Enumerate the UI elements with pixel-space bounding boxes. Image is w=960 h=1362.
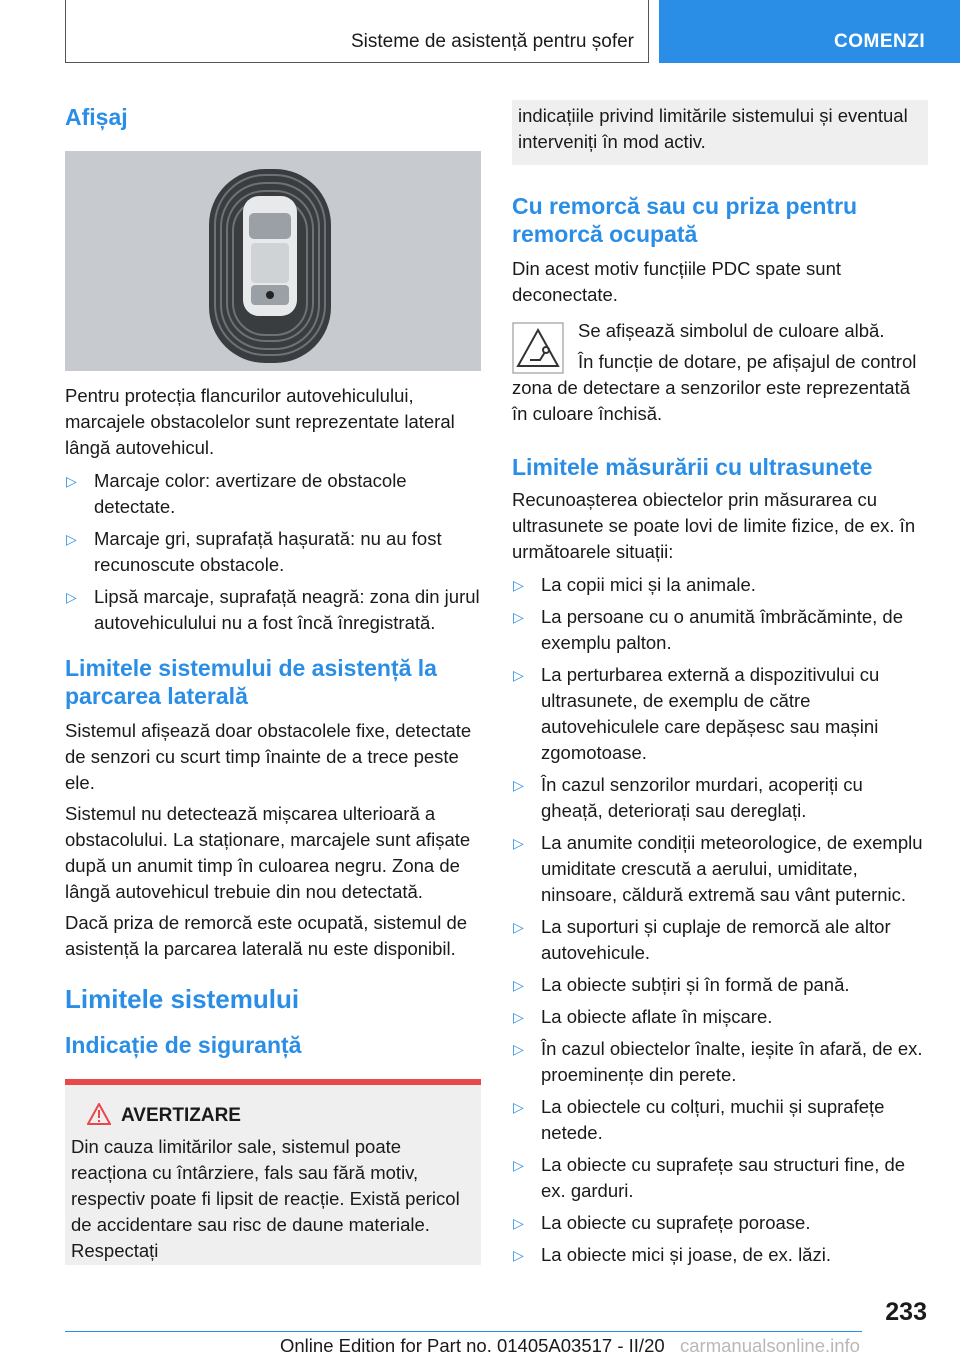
trailer-symbol-block	[512, 318, 928, 427]
afisaj-heading: Afișaj	[65, 104, 128, 130]
triangle-bullet-icon: ▷	[513, 919, 524, 935]
triangle-bullet-icon: ▷	[513, 1041, 524, 1057]
list-item: ▷ La obiecte subțiri și în formă de pană.	[512, 972, 928, 998]
car-top-view-icon	[65, 151, 481, 371]
chapter-title: Sisteme de asistență pentru șofer	[350, 31, 634, 52]
limits-paragraph-1: Sistemul afișează doar obstacolele fixe, detectate de senzori cu scurt timp înainte de a trece peste ele.	[65, 720, 472, 793]
warning-bar	[65, 1079, 481, 1085]
limits-paragraph-3: Dacă priza de remorcă este ocupată, sistemul de asistență la parcarea laterală nu este disponibil.	[65, 912, 468, 959]
ultrasound-paragraph: Recunoașterea obiectelor prin măsurarea cu ultrasunete se poate lovi de limite fizice, de ex. în următoarele situații:	[512, 489, 916, 562]
triangle-bullet-icon: ▷	[66, 473, 77, 489]
right-column	[512, 100, 928, 1274]
section-title: COMENZI	[834, 31, 926, 52]
list-item: ▷ La copii mici și la animale.	[512, 572, 928, 598]
triangle-bullet-icon: ▷	[513, 667, 524, 683]
list-item: ▷ La obiecte cu suprafețe poroase.	[512, 1210, 928, 1236]
warning-triangle-icon	[87, 1103, 111, 1125]
warning-continuation-text: indicațiile privind limitările sistemului și eventual interveniți în mod activ.	[518, 105, 908, 152]
warning-text: Din cauza limitărilor sale, sistemul poate reacționa cu întârziere, fals sau fără motiv, respectiv poate fi lipsit de reacție. Există pericol de accidentare sau risc de daune materiale. Respectați	[71, 1136, 460, 1261]
afisaj-paragraph: Pentru protecția flancurilor autovehiculului, marcajele obstacolelor sunt reprezentate lateral lângă autovehicul.	[65, 385, 455, 458]
list-item: ▷ La obiecte aflate în mișcare.	[512, 1004, 928, 1030]
triangle-bullet-icon: ▷	[513, 777, 524, 793]
afisaj-list	[65, 468, 481, 636]
triangle-bullet-icon: ▷	[66, 531, 77, 547]
list-item: ▷ La perturbarea externă a dispozitivului cu ultrasunete, de exemplu de către autovehiculele care depășesc sau mașini zgomotoase.	[513, 664, 880, 763]
list-item: ▷ În cazul senzorilor murdari, acoperiți cu gheață, deteriorați sau dereglați.	[513, 774, 863, 821]
ultrasound-heading: Limitele măsurării cu ultrasunete	[512, 454, 873, 480]
trailer-symbol-text-2: În funcție de dotare, pe afișajul de control zona de detectare a senzorilor este reprezentată în culoare închisă.	[512, 351, 917, 424]
list-item: ▷ La anumite condiții meteorologice, de exemplu umiditate crescută a aerului, umiditate, ninsoare, căldură extremă sau vânt puternic.	[513, 832, 923, 905]
footer-divider	[65, 1331, 862, 1332]
footer-watermark: carmanualsonline.info	[680, 1335, 860, 1356]
list-item: ▷ La obiecte cu suprafețe sau structuri fine, de ex. garduri.	[513, 1154, 906, 1201]
list-item: ▷ La obiecte mici și joase, de ex. lăzi.	[512, 1242, 928, 1268]
triangle-bullet-icon: ▷	[513, 1009, 524, 1025]
triangle-bullet-icon: ▷	[513, 1215, 524, 1231]
triangle-bullet-icon: ▷	[513, 1157, 524, 1173]
trailer-paragraph: Din acest motiv funcțiile PDC spate sunt deconectate.	[512, 258, 842, 305]
triangle-bullet-icon: ▷	[66, 589, 77, 605]
triangle-bullet-icon: ▷	[513, 977, 524, 993]
list-item: ▷ În cazul obiectelor înalte, ieșite în afară, de ex. proeminențe din perete.	[513, 1038, 923, 1085]
list-item: ▷ La suporturi și cuplaje de remorcă ale altor autovehicule.	[513, 916, 891, 963]
list-item: ▷ Lipsă marcaje, suprafață neagră: zona din jurul autovehiculului nu a fost încă înregistrată.	[66, 586, 480, 633]
list-item: ▷ Marcaje gri, suprafață hașurată: nu au fost recunoscute obstacole.	[66, 528, 442, 575]
limits-heading: Limitele sistemului de asistență la parcarea laterală	[65, 655, 437, 709]
list-item: ▷ La persoane cu o anumită îmbrăcăminte, de exemplu palton.	[513, 606, 903, 653]
trailer-symbol-text-1: Se afișează simbolul de culoare albă.	[578, 320, 885, 341]
warning-label: AVERTIZARE	[121, 1105, 241, 1126]
limits-paragraph-2: Sistemul nu detectează mișcarea ulterioară a obstacolului. La staționare, marcajele sunt afișate după un anumit timp în culoarea negru. Zona de lângă autovehicul trebuie din nou detectată.	[65, 803, 471, 902]
footer-edition: Online Edition for Part no. 01405A03517 - II/20	[280, 1335, 665, 1356]
triangle-bullet-icon: ▷	[513, 1247, 524, 1263]
list-item: ▷ La obiectele cu colțuri, muchii și suprafețe netede.	[513, 1096, 885, 1143]
system-limits-heading: Limitele sistemului	[65, 984, 300, 1014]
left-column	[65, 100, 481, 1265]
trailer-heading: Cu remorcă sau cu priza pentru remorcă ocupată	[512, 193, 858, 247]
parking-display-image	[65, 151, 481, 371]
warning-box	[65, 1079, 481, 1265]
header-section-box	[659, 0, 960, 63]
page-number: 233	[885, 1298, 927, 1326]
ultrasound-list	[512, 572, 928, 1268]
triangle-bullet-icon: ▷	[513, 577, 524, 593]
triangle-bullet-icon: ▷	[513, 1099, 524, 1115]
list-item: ▷ Marcaje color: avertizare de obstacole detectate.	[66, 470, 407, 517]
triangle-bullet-icon: ▷	[513, 609, 524, 625]
warning-continuation-box	[512, 100, 928, 165]
trailer-hitch-icon	[512, 322, 564, 374]
safety-heading: Indicație de siguranță	[65, 1032, 302, 1058]
triangle-bullet-icon: ▷	[513, 835, 524, 851]
header-chapter-box	[65, 0, 649, 63]
